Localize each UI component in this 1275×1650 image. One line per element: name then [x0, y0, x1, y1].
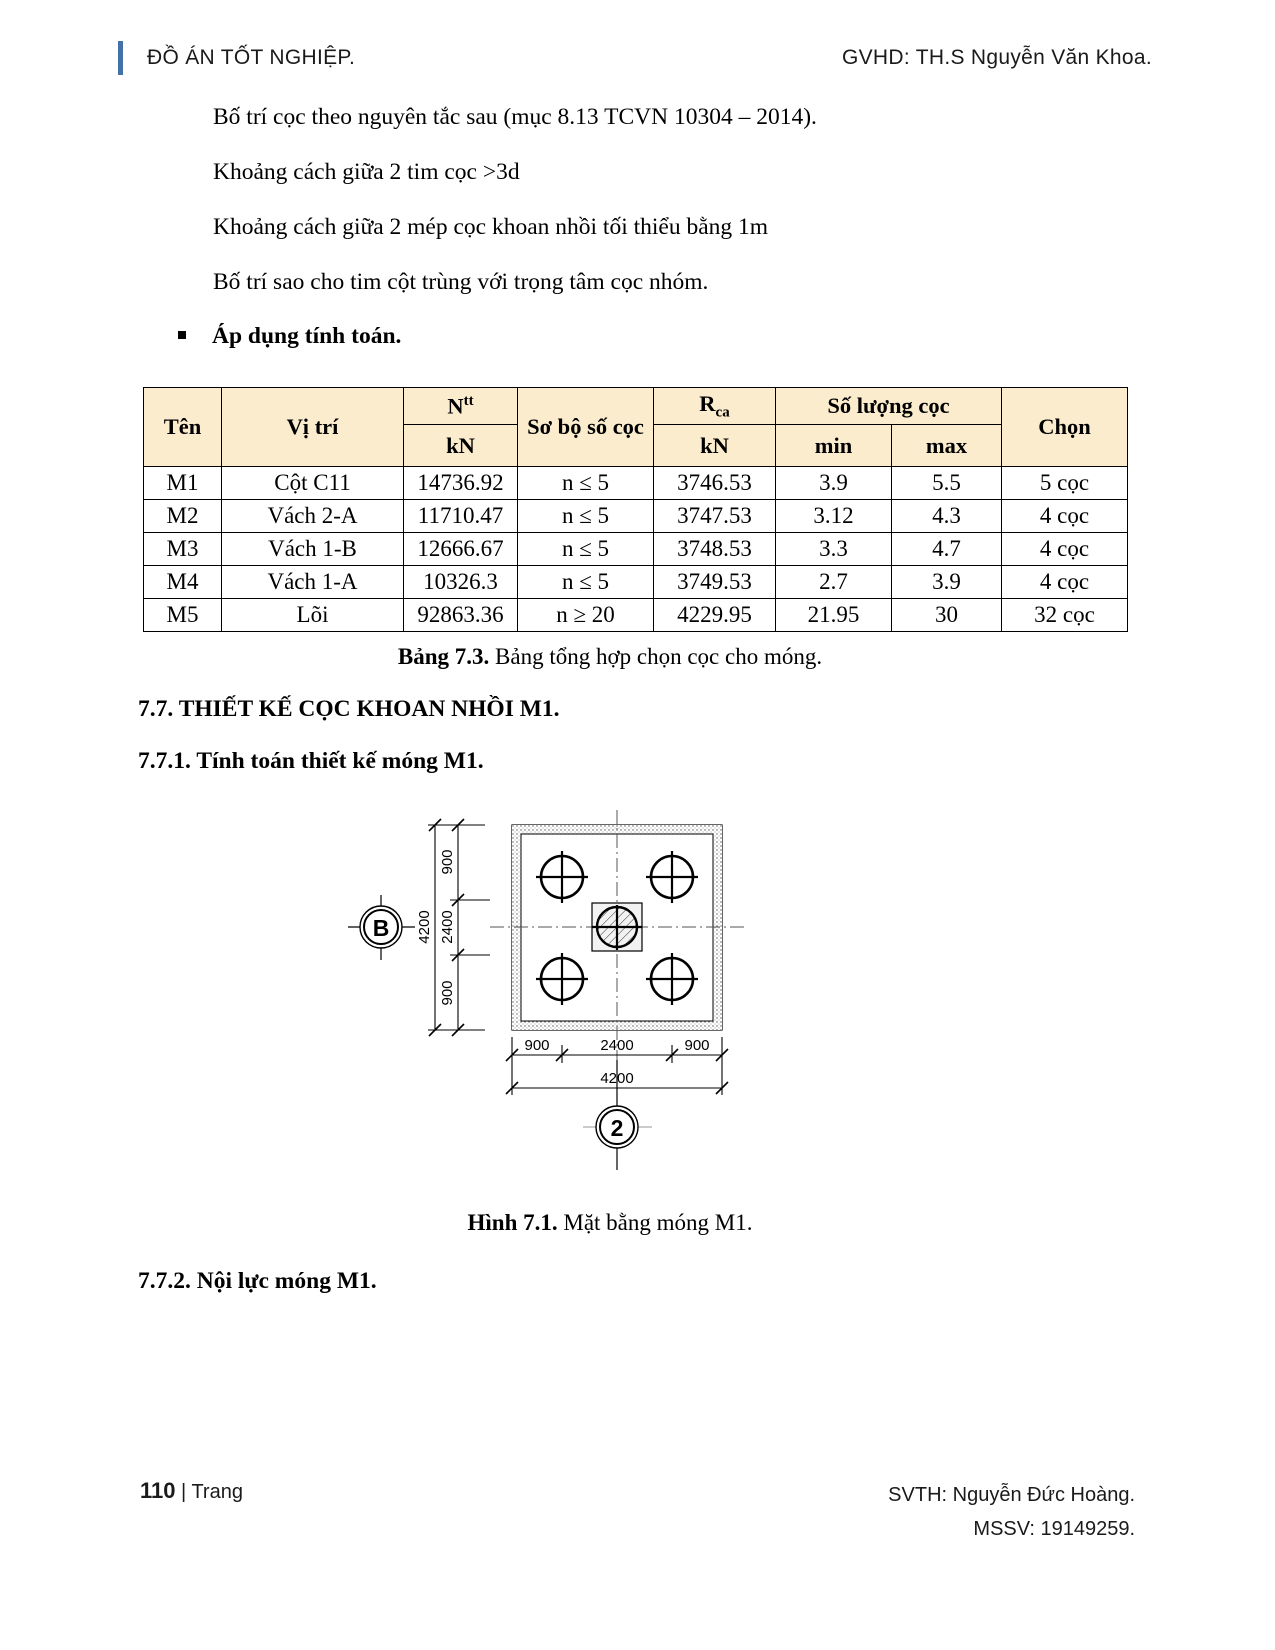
col-header-so-bo-so-coc: Sơ bộ số cọc: [518, 388, 654, 467]
grid-bubble-2-label: 2: [610, 1115, 624, 1141]
dim-vertical-total-label: 4200: [416, 910, 433, 944]
header-accent-bar: [118, 41, 123, 75]
foundation-plan-svg: [340, 805, 900, 1175]
dim-horizontal-left-label: 900: [524, 1037, 550, 1054]
cell-chon: 4 cọc: [1002, 566, 1128, 599]
dim-horizontal-total-label: 4200: [600, 1070, 634, 1087]
col-header-min: min: [776, 425, 892, 467]
cell-so-bo: n ≤ 5: [518, 566, 654, 599]
square-bullet-icon: [178, 331, 186, 339]
dim-horizontal-mid-label: 2400: [600, 1037, 634, 1054]
col-header-ntt: $N^{tt}$: [404, 388, 518, 425]
table-caption: [143, 644, 1077, 670]
cell-max: 5.5: [892, 467, 1002, 500]
table-row: [144, 599, 1128, 632]
table-header-row-1: [144, 388, 1128, 425]
cell-chon: 4 cọc: [1002, 500, 1128, 533]
cell-rca: 3749.53: [654, 566, 776, 599]
cell-vi-tri: Vách 2-A: [222, 500, 404, 533]
figure-caption: [143, 1210, 1077, 1236]
ntt-superscript: tt: [463, 392, 474, 409]
cell-ntt: 11710.47: [404, 500, 518, 533]
dim-vertical-mid-label: 2400: [439, 910, 456, 944]
cell-ntt: 14736.92: [404, 467, 518, 500]
dim-vertical-top-label: 900: [439, 849, 456, 875]
cell-max: 30: [892, 599, 1002, 632]
paragraph-4: Bố trí sao cho tim cột trùng với trọng tâm cọc nhóm.: [213, 269, 709, 295]
col-header-so-luong-coc: Số lượng cọc: [776, 388, 1002, 425]
cell-so-bo: n ≤ 5: [518, 500, 654, 533]
cell-rca: 3748.53: [654, 533, 776, 566]
cell-ten: M5: [144, 599, 222, 632]
cell-so-bo: n ≤ 5: [518, 467, 654, 500]
column-section-center: [592, 903, 642, 951]
figure-mat-bang-mong-m1: [340, 805, 900, 1175]
col-header-ten: Tên: [144, 388, 222, 467]
cell-min: 21.95: [776, 599, 892, 632]
cell-min: 3.12: [776, 500, 892, 533]
cell-ten: M3: [144, 533, 222, 566]
cell-vi-tri: Lõi: [222, 599, 404, 632]
table-caption-label: Bảng 7.3.: [397, 644, 490, 669]
cell-chon: 32 cọc: [1002, 599, 1128, 632]
cell-ten: M2: [144, 500, 222, 533]
cell-ntt: 92863.36: [404, 599, 518, 632]
table-row: [144, 533, 1128, 566]
footer-student-name: SVTH: Nguyễn Đức Hoàng.: [888, 1484, 1135, 1506]
figure-caption-text: Mặt bằng móng M1.: [557, 1210, 753, 1235]
table-row: [144, 566, 1128, 599]
col-header-chon: Chọn: [1002, 388, 1128, 467]
paragraph-1: Bố trí cọc theo nguyên tắc sau (mục 8.13 TCVN 10304 – 2014).: [213, 104, 817, 130]
dim-horizontal-right-label: 900: [684, 1037, 710, 1054]
cell-chon: 5 cọc: [1002, 467, 1128, 500]
cell-rca: 3747.53: [654, 500, 776, 533]
cell-ten: M4: [144, 566, 222, 599]
cell-so-bo: n ≥ 20: [518, 599, 654, 632]
footer-student-id: MSSV: 19149259.: [973, 1518, 1135, 1540]
paragraph-3: Khoảng cách giữa 2 mép cọc khoan nhồi tối thiểu bằng 1m: [213, 214, 769, 240]
table-bang-7-3: [143, 387, 1095, 632]
col-header-rca-unit: kN: [654, 425, 776, 467]
paragraph-2: Khoảng cách giữa 2 tim cọc >3d: [213, 159, 520, 185]
cell-min: 2.7: [776, 566, 892, 599]
bullet-label: Áp dụng tính toán.: [212, 323, 402, 349]
dimension-vertical: [428, 819, 490, 1036]
cell-max: 3.9: [892, 566, 1002, 599]
page-footer-right: [888, 1478, 1135, 1546]
cell-vi-tri: Vách 1-B: [222, 533, 404, 566]
grid-bubble-b-label: B: [372, 915, 390, 941]
page-footer-left: [140, 1478, 243, 1504]
col-header-max: max: [892, 425, 1002, 467]
cell-max: 4.7: [892, 533, 1002, 566]
grid-bubble-b: [348, 895, 415, 960]
cell-rca: 3746.53: [654, 467, 776, 500]
cell-so-bo: n ≤ 5: [518, 533, 654, 566]
page-number: 110: [140, 1478, 176, 1503]
rca-subscript: ca: [715, 404, 730, 421]
cell-min: 3.3: [776, 533, 892, 566]
grid-bubble-2: [583, 1060, 652, 1170]
bullet-item-ap-dung-tinh-toan: [178, 323, 401, 350]
page-header: [118, 38, 1158, 78]
header-title-right: GVHD: TH.S Nguyễn Văn Khoa.: [841, 46, 1152, 69]
col-header-rca: $R_{ca}$: [654, 388, 776, 425]
cell-min: 3.9: [776, 467, 892, 500]
heading-7-7-1: 7.7.1. Tính toán thiết kế móng M1.: [138, 748, 484, 774]
table-row: [144, 500, 1128, 533]
cell-ntt: 10326.3: [404, 566, 518, 599]
col-header-ntt-unit: kN: [404, 425, 518, 467]
cell-ntt: 12666.67: [404, 533, 518, 566]
header-title-left: ĐỒ ÁN TỐT NGHIỆP.: [147, 46, 356, 69]
cell-chon: 4 cọc: [1002, 533, 1128, 566]
table-caption-text: Bảng tổng hợp chọn cọc cho móng.: [489, 644, 823, 669]
heading-7-7: 7.7. THIẾT KẾ CỌC KHOAN NHỒI M1.: [138, 696, 560, 722]
dim-vertical-bottom-label: 900: [439, 980, 456, 1006]
table-row: [144, 467, 1128, 500]
col-header-vi-tri: Vị trí: [222, 388, 404, 467]
cell-rca: 4229.95: [654, 599, 776, 632]
figure-caption-label: Hình 7.1.: [467, 1210, 558, 1235]
cell-vi-tri: Cột C11: [222, 467, 404, 500]
cell-vi-tri: Vách 1-A: [222, 566, 404, 599]
table-body: [144, 467, 1128, 632]
cell-max: 4.3: [892, 500, 1002, 533]
cell-ten: M1: [144, 467, 222, 500]
heading-7-7-2: 7.7.2. Nội lực móng M1.: [138, 1268, 377, 1294]
page-label: | Trang: [175, 1481, 243, 1503]
